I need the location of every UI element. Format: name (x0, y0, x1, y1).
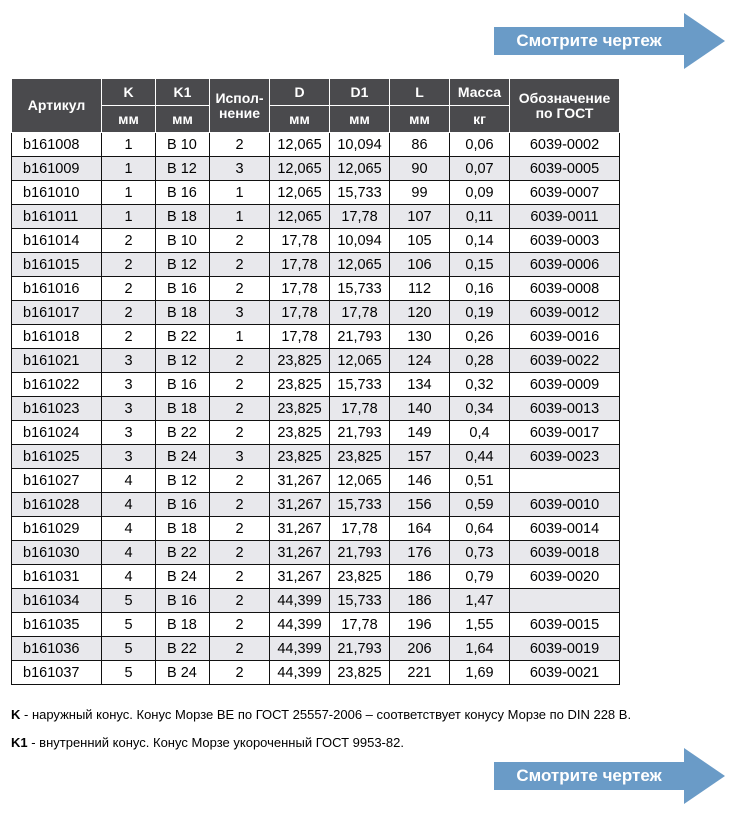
cell-gost: 6039-0014 (510, 517, 620, 541)
cell-d: 31,267 (270, 541, 330, 565)
cell-mass: 1,47 (450, 589, 510, 613)
header-variant: Испол- нение (210, 79, 270, 133)
note-k: K - наружный конус. Конус Морзе ВЕ по ГОСТ 25557-2006 – соответствует конусу Морзе по DIN 228 В. (11, 707, 632, 722)
cell-gost: 6039-0020 (510, 565, 620, 589)
cell-d1: 15,733 (330, 589, 390, 613)
cell-article: b161025 (12, 445, 102, 469)
cell-d: 23,825 (270, 421, 330, 445)
cell-d1: 15,733 (330, 277, 390, 301)
cell-article: b161022 (12, 373, 102, 397)
cell-variant: 2 (210, 349, 270, 373)
cell-gost: 6039-0010 (510, 493, 620, 517)
cell-article: b161010 (12, 181, 102, 205)
cell-k1: В 18 (156, 301, 210, 325)
spec-table (11, 78, 620, 685)
unit-d: мм (270, 106, 330, 133)
cell-d1: 17,78 (330, 205, 390, 229)
cell-k: 2 (102, 253, 156, 277)
table-row (12, 493, 620, 517)
table-row (12, 589, 620, 613)
cell-d: 31,267 (270, 517, 330, 541)
cell-k: 3 (102, 397, 156, 421)
cell-mass: 0,28 (450, 349, 510, 373)
cell-mass: 0,09 (450, 181, 510, 205)
cell-d: 17,78 (270, 253, 330, 277)
cell-mass: 0,26 (450, 325, 510, 349)
cell-d1: 17,78 (330, 301, 390, 325)
cell-gost: 6039-0003 (510, 229, 620, 253)
cell-variant: 2 (210, 229, 270, 253)
table-body (12, 133, 620, 685)
cell-k1: В 12 (156, 157, 210, 181)
cell-variant: 2 (210, 517, 270, 541)
cell-k: 5 (102, 661, 156, 685)
unit-d1: мм (330, 106, 390, 133)
cell-k: 2 (102, 325, 156, 349)
cell-k: 2 (102, 229, 156, 253)
table-row (12, 205, 620, 229)
cell-d: 12,065 (270, 181, 330, 205)
cell-d: 23,825 (270, 373, 330, 397)
cell-k1: В 22 (156, 637, 210, 661)
cell-article: b161031 (12, 565, 102, 589)
cell-l: 149 (390, 421, 450, 445)
cell-variant: 3 (210, 157, 270, 181)
cell-k: 3 (102, 445, 156, 469)
cell-l: 86 (390, 133, 450, 157)
cell-k: 3 (102, 349, 156, 373)
cell-d1: 23,825 (330, 661, 390, 685)
cell-d1: 21,793 (330, 325, 390, 349)
unit-k1: мм (156, 106, 210, 133)
cell-k1: В 22 (156, 421, 210, 445)
cell-k1: В 24 (156, 565, 210, 589)
unit-mass: кг (450, 106, 510, 133)
cell-k: 3 (102, 373, 156, 397)
cell-d: 44,399 (270, 613, 330, 637)
cell-mass: 0,16 (450, 277, 510, 301)
cell-k1: В 16 (156, 589, 210, 613)
cell-l: 124 (390, 349, 450, 373)
cell-gost: 6039-0006 (510, 253, 620, 277)
cell-l: 157 (390, 445, 450, 469)
cell-k: 4 (102, 469, 156, 493)
cell-d: 44,399 (270, 637, 330, 661)
table-row (12, 565, 620, 589)
header-l: L (390, 79, 450, 106)
cell-d: 23,825 (270, 445, 330, 469)
cell-k: 1 (102, 181, 156, 205)
cell-mass: 0,64 (450, 517, 510, 541)
cell-article: b161024 (12, 421, 102, 445)
cell-article: b161011 (12, 205, 102, 229)
cell-article: b161018 (12, 325, 102, 349)
cell-d1: 17,78 (330, 517, 390, 541)
table-header (12, 79, 620, 133)
unit-k: мм (102, 106, 156, 133)
cell-l: 164 (390, 517, 450, 541)
cell-variant: 2 (210, 133, 270, 157)
cell-k1: В 16 (156, 277, 210, 301)
table-row (12, 469, 620, 493)
cell-d: 12,065 (270, 133, 330, 157)
cell-l: 105 (390, 229, 450, 253)
cell-k1: В 12 (156, 349, 210, 373)
cell-mass: 0,32 (450, 373, 510, 397)
cell-variant: 2 (210, 373, 270, 397)
cell-d1: 23,825 (330, 445, 390, 469)
table-row (12, 157, 620, 181)
cell-mass: 0,11 (450, 205, 510, 229)
cell-l: 186 (390, 589, 450, 613)
cell-d: 17,78 (270, 229, 330, 253)
cell-variant: 2 (210, 637, 270, 661)
table-row (12, 325, 620, 349)
cell-article: b161029 (12, 517, 102, 541)
cell-k: 5 (102, 637, 156, 661)
cell-k: 1 (102, 133, 156, 157)
cell-l: 112 (390, 277, 450, 301)
cell-d1: 12,065 (330, 469, 390, 493)
table-row (12, 517, 620, 541)
unit-l: мм (390, 106, 450, 133)
cell-k: 3 (102, 421, 156, 445)
cell-l: 221 (390, 661, 450, 685)
cell-d1: 15,733 (330, 493, 390, 517)
cell-variant: 1 (210, 181, 270, 205)
cell-mass: 0,34 (450, 397, 510, 421)
cell-l: 130 (390, 325, 450, 349)
cell-mass: 1,55 (450, 613, 510, 637)
cell-article: b161035 (12, 613, 102, 637)
cell-k: 1 (102, 205, 156, 229)
header-d: D (270, 79, 330, 106)
cell-variant: 2 (210, 277, 270, 301)
cell-gost: 6039-0013 (510, 397, 620, 421)
cell-d: 17,78 (270, 301, 330, 325)
cell-l: 107 (390, 205, 450, 229)
cell-article: b161008 (12, 133, 102, 157)
cell-l: 120 (390, 301, 450, 325)
cell-d: 23,825 (270, 397, 330, 421)
view-drawing-label: Смотрите чертеж (516, 31, 662, 50)
cell-l: 176 (390, 541, 450, 565)
cell-variant: 3 (210, 445, 270, 469)
cell-mass: 1,64 (450, 637, 510, 661)
cell-k1: В 22 (156, 541, 210, 565)
cell-gost: 6039-0002 (510, 133, 620, 157)
cell-gost: 6039-0008 (510, 277, 620, 301)
cell-l: 106 (390, 253, 450, 277)
cell-mass: 0,14 (450, 229, 510, 253)
cell-d: 31,267 (270, 469, 330, 493)
cell-article: b161034 (12, 589, 102, 613)
cell-d1: 15,733 (330, 181, 390, 205)
cell-gost: 6039-0017 (510, 421, 620, 445)
view-drawing-label: Смотрите чертеж (516, 766, 662, 785)
cell-k1: В 10 (156, 229, 210, 253)
view-drawing-button-bottom[interactable] (494, 746, 726, 806)
cell-d: 44,399 (270, 661, 330, 685)
cell-gost (510, 469, 620, 493)
table-row (12, 445, 620, 469)
cell-k: 2 (102, 301, 156, 325)
cell-mass: 0,06 (450, 133, 510, 157)
cell-d: 23,825 (270, 349, 330, 373)
cell-variant: 2 (210, 493, 270, 517)
cell-article: b161016 (12, 277, 102, 301)
cell-l: 186 (390, 565, 450, 589)
cell-article: b161017 (12, 301, 102, 325)
cell-l: 134 (390, 373, 450, 397)
cell-l: 156 (390, 493, 450, 517)
cell-d: 17,78 (270, 325, 330, 349)
cell-k1: В 12 (156, 253, 210, 277)
table-row (12, 277, 620, 301)
cell-variant: 2 (210, 421, 270, 445)
cell-k: 4 (102, 565, 156, 589)
table-row (12, 229, 620, 253)
cell-article: b161028 (12, 493, 102, 517)
cell-article: b161037 (12, 661, 102, 685)
cell-k1: В 24 (156, 445, 210, 469)
cell-l: 140 (390, 397, 450, 421)
cell-k1: В 18 (156, 517, 210, 541)
table-row (12, 661, 620, 685)
cell-d: 17,78 (270, 277, 330, 301)
cell-article: b161030 (12, 541, 102, 565)
cell-k1: В 16 (156, 493, 210, 517)
cell-k1: В 10 (156, 133, 210, 157)
cell-gost: 6039-0009 (510, 373, 620, 397)
cell-gost (510, 589, 620, 613)
cell-k1: В 18 (156, 613, 210, 637)
cell-d1: 21,793 (330, 541, 390, 565)
cell-gost: 6039-0007 (510, 181, 620, 205)
cell-mass: 0,73 (450, 541, 510, 565)
cell-k: 5 (102, 589, 156, 613)
cell-variant: 1 (210, 325, 270, 349)
table-row (12, 637, 620, 661)
cell-d1: 17,78 (330, 397, 390, 421)
cell-d: 31,267 (270, 493, 330, 517)
cell-mass: 0,19 (450, 301, 510, 325)
cell-d1: 21,793 (330, 421, 390, 445)
cell-mass: 0,79 (450, 565, 510, 589)
table-row (12, 541, 620, 565)
cell-l: 206 (390, 637, 450, 661)
cell-article: b161027 (12, 469, 102, 493)
table-row (12, 349, 620, 373)
cell-variant: 2 (210, 397, 270, 421)
cell-d: 44,399 (270, 589, 330, 613)
cell-article: b161021 (12, 349, 102, 373)
cell-gost: 6039-0022 (510, 349, 620, 373)
cell-mass: 0,4 (450, 421, 510, 445)
cell-gost: 6039-0012 (510, 301, 620, 325)
cell-variant: 2 (210, 589, 270, 613)
cell-gost: 6039-0023 (510, 445, 620, 469)
cell-d1: 10,094 (330, 229, 390, 253)
cell-variant: 3 (210, 301, 270, 325)
cell-variant: 1 (210, 205, 270, 229)
header-gost: Обозначение по ГОСТ (510, 79, 620, 133)
table-row (12, 421, 620, 445)
cell-k1: В 22 (156, 325, 210, 349)
cell-d1: 12,065 (330, 349, 390, 373)
table-row (12, 181, 620, 205)
cell-mass: 0,07 (450, 157, 510, 181)
cell-variant: 2 (210, 565, 270, 589)
cell-k: 4 (102, 517, 156, 541)
view-drawing-button-top[interactable] (494, 11, 726, 71)
cell-gost: 6039-0018 (510, 541, 620, 565)
table-row (12, 301, 620, 325)
cell-l: 99 (390, 181, 450, 205)
cell-mass: 0,15 (450, 253, 510, 277)
cell-l: 146 (390, 469, 450, 493)
cell-k1: В 16 (156, 373, 210, 397)
cell-k1: В 16 (156, 181, 210, 205)
cell-article: b161036 (12, 637, 102, 661)
header-k: K (102, 79, 156, 106)
table-row (12, 613, 620, 637)
cell-gost: 6039-0016 (510, 325, 620, 349)
header-article: Артикул (12, 79, 102, 133)
cell-k: 2 (102, 277, 156, 301)
cell-d1: 12,065 (330, 253, 390, 277)
cell-l: 90 (390, 157, 450, 181)
cell-mass: 1,69 (450, 661, 510, 685)
cell-d: 31,267 (270, 565, 330, 589)
cell-k1: В 18 (156, 205, 210, 229)
cell-k1: В 12 (156, 469, 210, 493)
table-row (12, 253, 620, 277)
cell-variant: 2 (210, 661, 270, 685)
cell-variant: 2 (210, 469, 270, 493)
cell-gost: 6039-0021 (510, 661, 620, 685)
table-row (12, 133, 620, 157)
cell-gost: 6039-0015 (510, 613, 620, 637)
cell-k1: В 24 (156, 661, 210, 685)
cell-k: 4 (102, 541, 156, 565)
cell-d1: 21,793 (330, 637, 390, 661)
cell-article: b161014 (12, 229, 102, 253)
cell-l: 196 (390, 613, 450, 637)
cell-article: b161009 (12, 157, 102, 181)
cell-variant: 2 (210, 253, 270, 277)
cell-article: b161023 (12, 397, 102, 421)
cell-k: 1 (102, 157, 156, 181)
cell-k1: В 18 (156, 397, 210, 421)
cell-gost: 6039-0019 (510, 637, 620, 661)
cell-d: 12,065 (270, 205, 330, 229)
note-k1: K1 - внутренний конус. Конус Морзе укороченный ГОСТ 9953-82. (11, 735, 404, 750)
cell-d1: 12,065 (330, 157, 390, 181)
cell-d1: 15,733 (330, 373, 390, 397)
cell-mass: 0,51 (450, 469, 510, 493)
cell-variant: 2 (210, 541, 270, 565)
header-mass: Масса (450, 79, 510, 106)
cell-k: 4 (102, 493, 156, 517)
cell-d1: 23,825 (330, 565, 390, 589)
cell-gost: 6039-0005 (510, 157, 620, 181)
cell-article: b161015 (12, 253, 102, 277)
cell-mass: 0,44 (450, 445, 510, 469)
cell-d1: 17,78 (330, 613, 390, 637)
cell-mass: 0,59 (450, 493, 510, 517)
header-k1: K1 (156, 79, 210, 106)
cell-d1: 10,094 (330, 133, 390, 157)
cell-d: 12,065 (270, 157, 330, 181)
table-row (12, 397, 620, 421)
header-d1: D1 (330, 79, 390, 106)
cell-gost: 6039-0011 (510, 205, 620, 229)
cell-variant: 2 (210, 613, 270, 637)
table-row (12, 373, 620, 397)
cell-k: 5 (102, 613, 156, 637)
